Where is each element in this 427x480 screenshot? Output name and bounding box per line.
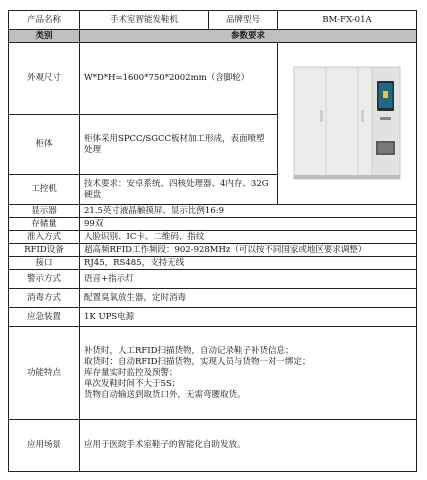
row-value: 配置臭氧放生器，定时消毒 — [80, 289, 417, 308]
application-row — [9, 420, 417, 472]
table-row — [9, 43, 417, 115]
row-value: 技术要求：安卓系统、四核处理器、4内存、32G硬盘 — [80, 175, 278, 205]
row-value: 语音+指示灯 — [80, 270, 417, 289]
feature-line: 单次发鞋时间不大于5S； — [84, 378, 181, 389]
application-value: 应用于医院手术室鞋子的智能化自助发放。 — [80, 420, 417, 472]
row-label: 准入方式 — [9, 231, 80, 244]
category-column-header: 类别 — [9, 30, 80, 43]
product-name-value: 手术室智能发鞋机 — [80, 11, 209, 30]
table-row — [9, 289, 417, 308]
row-label: 存储量 — [9, 218, 80, 231]
row-label: 工控机 — [9, 175, 80, 205]
row-label: 显示器 — [9, 205, 80, 218]
row-label: 警示方式 — [9, 270, 80, 289]
row-value: 1K UPS电源 — [80, 308, 417, 327]
table-row — [9, 257, 417, 270]
table-row — [9, 205, 417, 218]
model-label: 品牌型号 — [209, 11, 278, 30]
feature-line: 库存量实时监控及预警； — [84, 367, 178, 378]
row-value: RJ45，RS485，支持无线 — [80, 257, 417, 270]
row-value: W*D*H=1600*750*2002mm（含脚轮） — [80, 43, 278, 115]
features-row — [9, 327, 417, 420]
row-label: 柜体 — [9, 115, 80, 175]
row-value: 柜体采用SPCC/SGCC板材加工形成，表面喷塑处理 — [80, 115, 278, 175]
column-header-row — [9, 30, 417, 43]
product-name-label: 产品名称 — [9, 11, 80, 30]
application-label: 应用场景 — [9, 420, 80, 472]
features-content — [80, 327, 417, 420]
row-label: 外观尺寸 — [9, 43, 80, 115]
params-column-header: 参数要求 — [80, 30, 417, 43]
feature-line: 补货时，人工RFID扫描货物，自动记录鞋子补货信息； — [84, 345, 294, 356]
table-row — [9, 231, 417, 244]
shoe-cabinet-image — [288, 65, 406, 183]
row-value: 超高频RFID工作频段：902-928MHz（可以按不同国家或地区要求调整） — [80, 244, 417, 257]
row-value: 99双 — [80, 218, 417, 231]
feature-line: 取货时：自动RFID扫描货物，实现人员与货物一对一绑定； — [84, 356, 311, 367]
table-row — [9, 244, 417, 257]
model-value: BM-FX-01A — [278, 11, 417, 30]
spec-table — [8, 10, 417, 472]
row-label: RFID设备 — [9, 244, 80, 257]
table-row — [9, 270, 417, 289]
product-image-cell — [278, 43, 417, 205]
row-value: 人脸识别、IC卡、二维码、指纹 — [80, 231, 417, 244]
row-label: 消毒方式 — [9, 289, 80, 308]
row-value: 21.5英寸液晶触摸屏、显示比例16:9 — [80, 205, 417, 218]
table-row — [9, 218, 417, 231]
product-header-row — [9, 11, 417, 30]
spec-sheet — [8, 10, 416, 472]
row-label: 应急装置 — [9, 308, 80, 327]
features-label: 功能特点 — [9, 327, 80, 420]
table-row — [9, 308, 417, 327]
feature-line: 货物自动输送到取货口外，无需弯腰取货。 — [84, 389, 246, 400]
row-label: 接口 — [9, 257, 80, 270]
